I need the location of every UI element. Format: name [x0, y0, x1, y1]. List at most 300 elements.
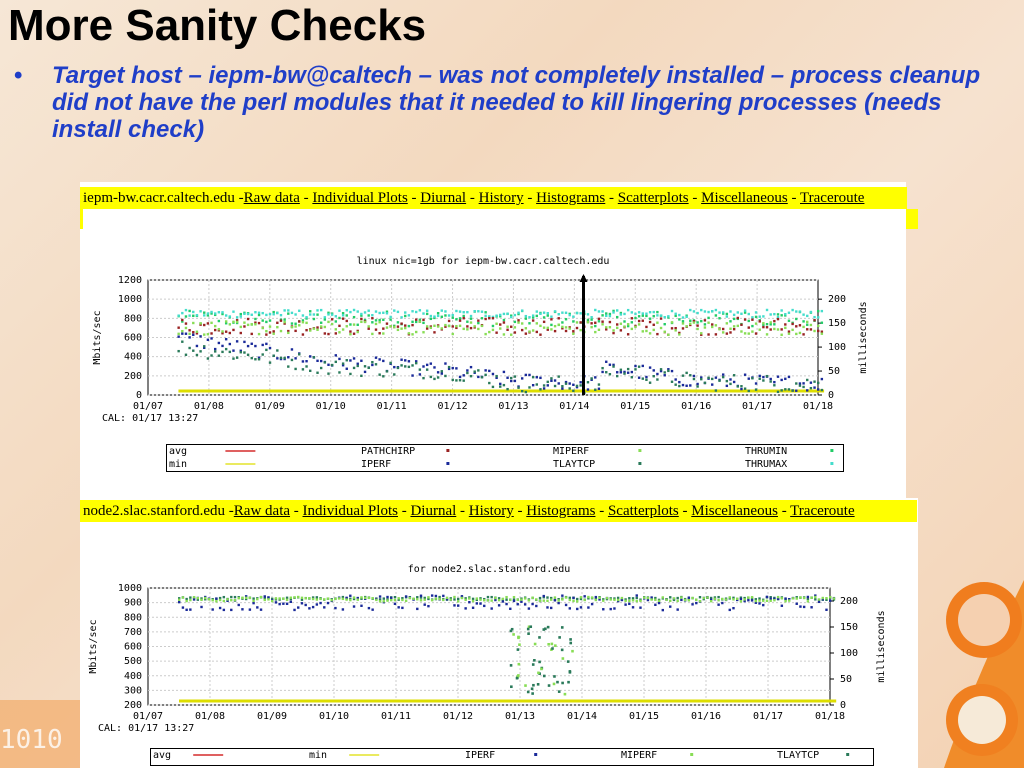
data-point — [664, 316, 666, 318]
data-point — [264, 595, 266, 597]
data-point — [193, 596, 195, 598]
data-point — [605, 361, 607, 363]
data-point — [214, 312, 216, 314]
data-point — [389, 316, 391, 318]
data-point — [459, 379, 461, 381]
data-point — [346, 309, 348, 311]
data-point — [605, 315, 607, 317]
data-point — [736, 598, 738, 600]
data-point — [484, 369, 486, 371]
data-point — [437, 312, 439, 314]
data-point — [605, 312, 607, 314]
nav-link-miscellaneous[interactable]: Miscellaneous — [701, 190, 788, 206]
data-point — [751, 596, 753, 598]
data-point — [726, 313, 728, 315]
data-point — [510, 334, 512, 336]
data-point — [536, 376, 538, 378]
data-point — [565, 326, 567, 328]
data-point — [688, 599, 690, 601]
data-point — [766, 323, 768, 325]
data-point — [495, 314, 497, 316]
data-point — [636, 600, 638, 602]
data-point — [249, 608, 251, 610]
data-point — [409, 597, 411, 599]
nav-link-raw-data[interactable]: Raw data — [233, 503, 291, 519]
data-point — [455, 310, 457, 312]
data-point — [612, 329, 614, 331]
nav-link-raw-data[interactable]: Raw data — [243, 190, 300, 206]
data-point — [636, 594, 638, 596]
nav-link-miscellaneous[interactable]: Miscellaneous — [691, 503, 778, 519]
data-point — [192, 331, 194, 333]
data-point — [394, 599, 396, 601]
data-point — [678, 381, 680, 383]
data-point — [444, 375, 446, 377]
data-point — [601, 310, 603, 312]
data-point — [780, 379, 782, 381]
data-point — [561, 387, 563, 389]
data-point — [833, 597, 835, 599]
data-point — [590, 318, 592, 320]
data-point — [331, 323, 333, 325]
data-point — [466, 369, 468, 371]
data-point — [219, 599, 221, 601]
data-point — [302, 333, 304, 335]
y2-tick-label: 200 — [828, 294, 847, 306]
data-point — [744, 374, 746, 376]
data-point — [470, 321, 472, 323]
data-point — [305, 365, 307, 367]
data-point — [513, 596, 515, 598]
data-point — [382, 375, 384, 377]
data-point — [605, 371, 607, 373]
chart-slac — [80, 556, 918, 738]
data-point — [817, 330, 819, 332]
data-point — [426, 364, 428, 366]
data-point — [401, 607, 403, 609]
data-point — [688, 596, 690, 598]
data-point — [777, 318, 779, 320]
data-point — [494, 597, 496, 599]
data-point — [394, 603, 396, 605]
data-point — [715, 333, 717, 335]
data-point — [621, 597, 623, 599]
nav-link-traceroute[interactable]: Traceroute — [800, 190, 865, 206]
nav-link-scatterplots[interactable]: Scatterplots — [607, 503, 679, 519]
data-point — [598, 318, 600, 320]
data-point — [810, 381, 812, 383]
data-point — [185, 315, 187, 317]
data-point — [662, 609, 664, 611]
data-point — [700, 332, 702, 334]
data-point — [319, 602, 321, 604]
y-tick-label: 400 — [123, 351, 142, 363]
data-point — [383, 600, 385, 602]
data-point — [594, 309, 596, 311]
data-point — [459, 376, 461, 378]
data-point — [232, 329, 234, 331]
data-point — [669, 605, 671, 607]
data-point — [704, 323, 706, 325]
data-point — [405, 595, 407, 597]
data-point — [673, 597, 675, 599]
data-point — [814, 596, 816, 598]
data-point — [591, 603, 593, 605]
data-point — [636, 597, 638, 599]
data-point — [367, 314, 369, 316]
data-point — [240, 351, 242, 353]
data-point — [430, 362, 432, 364]
data-point — [453, 596, 455, 598]
data-point — [313, 356, 315, 358]
data-point — [305, 316, 307, 318]
data-point — [411, 321, 413, 323]
data-point — [572, 597, 574, 599]
data-point — [766, 333, 768, 335]
data-point — [547, 314, 549, 316]
data-point — [773, 384, 775, 386]
data-point — [795, 318, 797, 320]
data-point — [419, 368, 421, 370]
data-point — [360, 313, 362, 315]
data-point — [784, 388, 786, 390]
data-point — [327, 333, 329, 335]
data-point — [349, 595, 351, 597]
data-point — [404, 315, 406, 317]
data-point — [795, 325, 797, 327]
data-point — [211, 608, 213, 610]
data-point — [229, 343, 231, 345]
data-point — [542, 628, 545, 631]
data-point — [397, 367, 399, 369]
data-point — [638, 366, 640, 368]
x-tick-label: 01/07 — [132, 401, 164, 412]
data-point — [203, 324, 205, 326]
data-point — [821, 333, 823, 335]
data-point — [203, 311, 205, 313]
data-point — [420, 599, 422, 601]
data-point — [656, 373, 658, 375]
data-point — [477, 328, 479, 330]
data-point — [182, 596, 184, 598]
data-point — [450, 598, 452, 600]
data-point — [394, 596, 396, 598]
data-point — [527, 632, 530, 635]
nav-link-individual-plots[interactable]: Individual Plots — [312, 190, 408, 206]
host-navbar-caltech: iepm-bw.cacr.caltech.edu -Raw data - Individual Plots - Diurnal - History - Histograms - Scatterplots - Miscellaneous - Traceroute — [80, 187, 907, 209]
data-point — [645, 379, 647, 381]
data-point — [531, 692, 534, 695]
data-point — [364, 597, 366, 599]
data-point — [459, 319, 461, 321]
data-point — [269, 313, 271, 315]
data-point — [446, 597, 448, 599]
data-point — [550, 380, 552, 382]
data-point — [539, 600, 541, 602]
data-point — [313, 327, 315, 329]
data-point — [704, 319, 706, 321]
data-point — [254, 323, 256, 325]
data-point — [472, 607, 474, 609]
data-point — [393, 366, 395, 368]
data-point — [634, 326, 636, 328]
data-point — [627, 372, 629, 374]
data-point — [572, 333, 574, 335]
data-point — [276, 322, 278, 324]
data-point — [517, 599, 519, 601]
data-point — [533, 659, 536, 662]
data-point — [225, 348, 227, 350]
data-point — [272, 313, 274, 315]
data-point — [699, 596, 701, 598]
data-point — [245, 597, 247, 599]
data-point — [649, 311, 651, 313]
data-point — [743, 598, 745, 600]
data-point — [327, 602, 329, 604]
data-point — [192, 322, 194, 324]
data-point — [729, 383, 731, 385]
y2-tick-label: 0 — [828, 390, 835, 401]
legend-swatch — [446, 449, 449, 452]
data-point — [810, 606, 812, 608]
data-point — [799, 382, 801, 384]
data-point — [495, 331, 497, 333]
data-point — [638, 323, 640, 325]
data-point — [711, 323, 713, 325]
data-point — [243, 351, 245, 353]
data-point — [294, 357, 296, 359]
data-point — [799, 332, 801, 334]
data-point — [527, 628, 530, 631]
data-point — [538, 636, 541, 639]
data-point — [503, 371, 505, 373]
data-point — [492, 329, 494, 331]
data-point — [769, 328, 771, 330]
data-point — [598, 320, 600, 322]
data-point — [691, 597, 693, 599]
data-point — [532, 314, 534, 316]
data-point — [327, 321, 329, 323]
data-point — [532, 329, 534, 331]
data-point — [473, 310, 475, 312]
data-point — [553, 675, 556, 678]
data-point — [338, 358, 340, 360]
data-point — [682, 327, 684, 329]
legend-label: MIPERF — [621, 750, 658, 761]
data-point — [204, 597, 206, 599]
navbar-spacer-caltech — [80, 209, 83, 229]
data-point — [558, 317, 560, 319]
svg-text:1010: 1010 — [0, 725, 63, 755]
data-point — [595, 596, 597, 598]
data-point — [232, 321, 234, 323]
data-point — [483, 605, 485, 607]
data-point — [481, 311, 483, 313]
data-point — [404, 324, 406, 326]
data-point — [740, 313, 742, 315]
data-point — [484, 315, 486, 317]
data-point — [448, 314, 450, 316]
data-point — [353, 309, 355, 311]
data-point — [472, 598, 474, 600]
data-point — [400, 316, 402, 318]
data-point — [302, 368, 304, 370]
data-point — [461, 597, 463, 599]
data-point — [514, 331, 516, 333]
data-point — [256, 606, 258, 608]
data-point — [371, 333, 373, 335]
data-point — [302, 314, 304, 316]
data-point — [755, 600, 757, 602]
data-point — [346, 314, 348, 316]
data-point — [594, 322, 596, 324]
cal-timestamp: CAL: 01/17 13:27 — [102, 413, 199, 424]
data-point — [218, 328, 220, 330]
data-point — [700, 309, 702, 311]
data-point — [807, 600, 809, 602]
data-point — [221, 351, 223, 353]
data-point — [561, 321, 563, 323]
data-point — [740, 598, 742, 600]
data-point — [264, 599, 266, 601]
data-point — [280, 314, 282, 316]
data-point — [247, 313, 249, 315]
data-point — [254, 318, 256, 320]
data-point — [654, 599, 656, 601]
navbar-spacer-caltech-right — [906, 209, 918, 229]
host-navbar-slac: node2.slac.stanford.edu -Raw data - Individual Plots - Diurnal - History - Histograms - Scatterplots - Miscellaneous - Traceroute — [80, 500, 917, 522]
data-point — [609, 364, 611, 366]
nav-link-individual-plots[interactable]: Individual Plots — [302, 503, 398, 519]
data-point — [251, 343, 253, 345]
data-point — [706, 596, 708, 598]
data-point — [466, 328, 468, 330]
data-point — [214, 325, 216, 327]
data-point — [733, 314, 735, 316]
x-tick-label: 01/10 — [315, 401, 346, 412]
legend-label: min — [169, 459, 188, 470]
data-point — [580, 606, 582, 608]
data-point — [415, 331, 417, 333]
nav-link-traceroute[interactable]: Traceroute — [790, 503, 855, 519]
data-point — [400, 327, 402, 329]
data-point — [305, 329, 307, 331]
data-point — [276, 349, 278, 351]
data-point — [214, 348, 216, 350]
data-point — [514, 321, 516, 323]
data-point — [612, 332, 614, 334]
data-point — [676, 600, 678, 602]
nav-link-scatterplots[interactable]: Scatterplots — [617, 190, 689, 206]
data-point — [740, 385, 742, 387]
nav-link-history[interactable]: History — [478, 190, 524, 206]
data-point — [276, 312, 278, 314]
data-point — [814, 598, 816, 600]
data-point — [207, 357, 209, 359]
data-point — [551, 643, 554, 646]
data-point — [540, 668, 543, 671]
y2-tick-label: 200 — [840, 596, 859, 607]
data-point — [813, 319, 815, 321]
data-point — [267, 598, 269, 600]
data-point — [506, 388, 508, 390]
data-point — [671, 381, 673, 383]
data-point — [773, 320, 775, 322]
data-point — [759, 328, 761, 330]
data-point — [488, 331, 490, 333]
data-point — [185, 322, 187, 324]
data-point — [747, 599, 749, 601]
data-point — [492, 373, 494, 375]
data-point — [680, 599, 682, 601]
data-point — [490, 607, 492, 609]
data-point — [539, 334, 541, 336]
data-point — [751, 325, 753, 327]
nav-link-histograms[interactable]: Histograms — [536, 190, 606, 206]
data-point — [638, 320, 640, 322]
data-point — [561, 682, 564, 685]
data-point — [567, 660, 570, 663]
data-point — [762, 315, 764, 317]
data-point — [177, 314, 179, 316]
data-point — [466, 321, 468, 323]
data-point — [200, 599, 202, 601]
data-point — [527, 691, 530, 694]
data-point — [802, 313, 804, 315]
data-point — [199, 350, 201, 352]
y-tick-label: 600 — [123, 641, 142, 653]
legend-swatch — [534, 753, 537, 756]
nav-link-history[interactable]: History — [468, 503, 514, 519]
data-point — [189, 596, 191, 598]
data-point — [177, 326, 179, 328]
data-point — [678, 333, 680, 335]
data-point — [177, 333, 179, 335]
data-point — [346, 320, 348, 322]
data-point — [627, 368, 629, 370]
data-point — [287, 309, 289, 311]
data-point — [660, 317, 662, 319]
data-point — [294, 323, 296, 325]
data-point — [408, 314, 410, 316]
nav-link-diurnal[interactable]: Diurnal — [410, 503, 457, 519]
data-point — [371, 314, 373, 316]
data-point — [283, 318, 285, 320]
data-point — [784, 323, 786, 325]
data-point — [503, 384, 505, 386]
nav-link-diurnal[interactable]: Diurnal — [420, 190, 467, 206]
nav-link-histograms[interactable]: Histograms — [526, 503, 596, 519]
data-point — [556, 681, 559, 684]
legend-swatch — [446, 462, 449, 465]
data-point — [664, 323, 666, 325]
data-point — [470, 315, 472, 317]
data-point — [404, 359, 406, 361]
legend-label: avg — [169, 446, 188, 457]
data-point — [569, 607, 571, 609]
data-point — [682, 322, 684, 324]
data-point — [243, 341, 245, 343]
data-point — [415, 318, 417, 320]
data-point — [674, 327, 676, 329]
data-point — [342, 317, 344, 319]
data-point — [251, 357, 253, 359]
data-point — [616, 371, 618, 373]
data-point — [810, 324, 812, 326]
data-point — [777, 391, 779, 393]
data-point — [558, 636, 561, 639]
data-point — [821, 322, 823, 324]
